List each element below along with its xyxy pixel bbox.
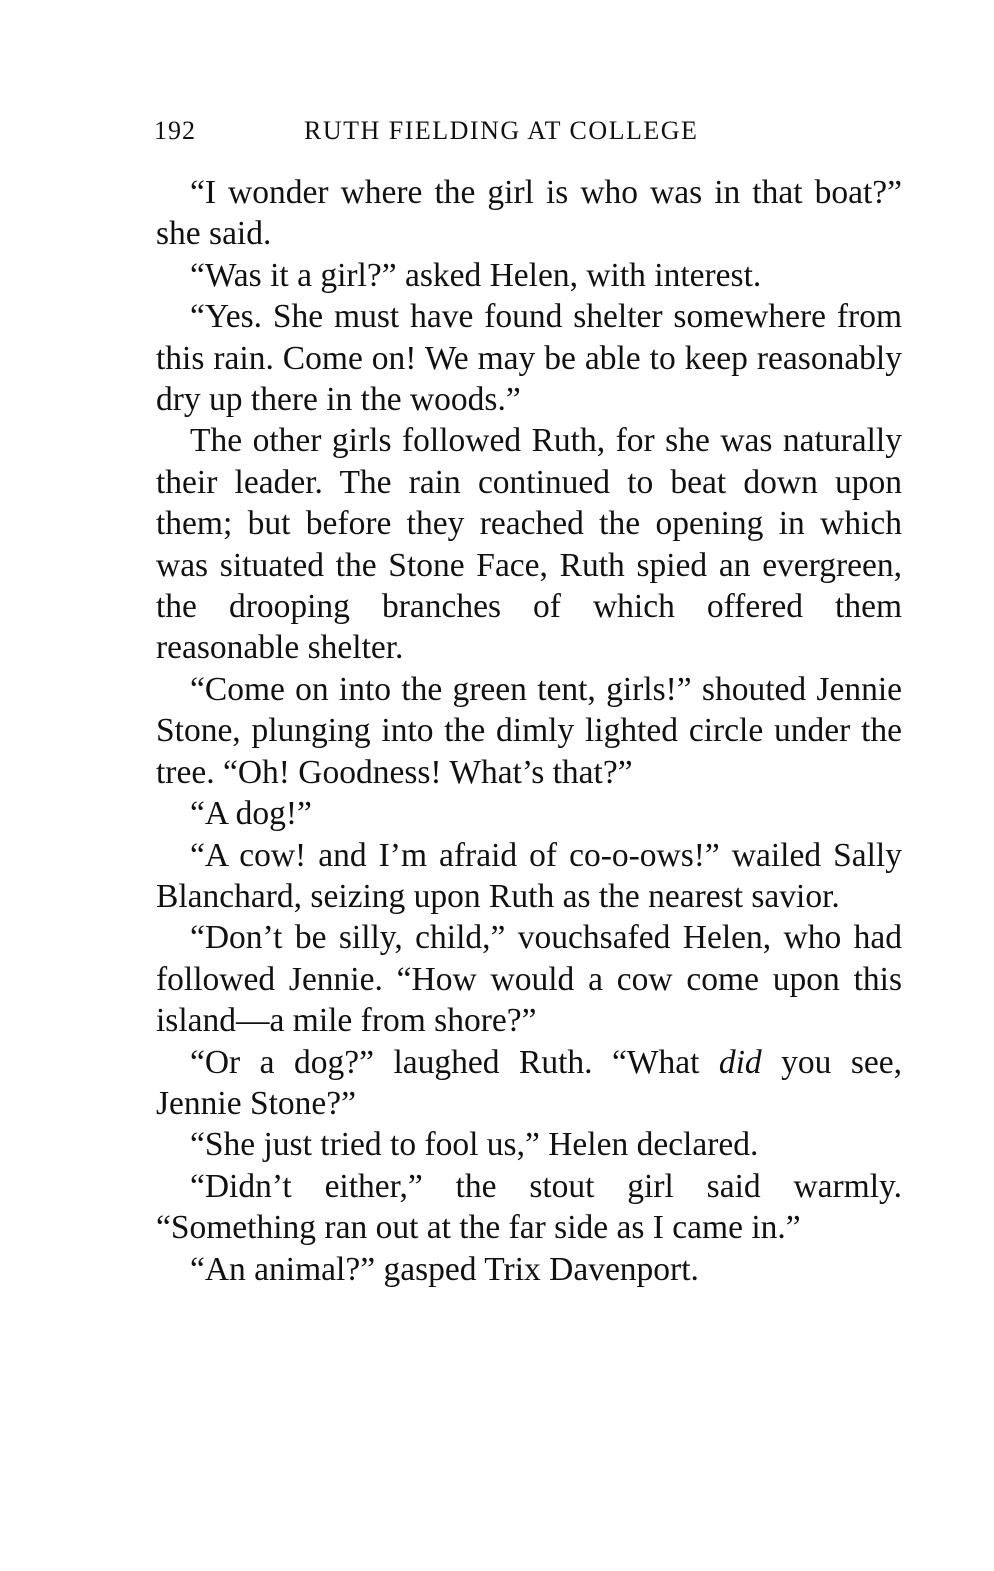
page-number: 192 (154, 116, 196, 145)
text-segment: “Or a dog?” laughed Ruth. “What (190, 1043, 719, 1081)
italic-text-segment: did (718, 1043, 762, 1081)
paragraph: “A dog!” (190, 795, 312, 833)
paragraph: “She just tried to fool us,” Helen declared. (190, 1126, 759, 1164)
paragraph (156, 1042, 902, 1125)
running-head (154, 116, 904, 152)
text-segment: you see, Jennie Stone?” (156, 1043, 903, 1122)
paragraph: “Come on into the green tent, girls!” shouted Jennie Stone, plunging into the dimly lighted circle under the tree. “Oh! Goodness! What’s that?” (156, 670, 902, 791)
paragraph: “Don’t be silly, child,” vouchsafed Helen, who had followed Jennie. “How would a cow come upon this island—a mile from shore?” (156, 919, 902, 1040)
paragraph: “Didn’t either,” the stout girl said warmly. “Something ran out at the far side as I came in.” (156, 1167, 902, 1247)
paragraph: “Was it a girl?” asked Helen, with interest. (190, 256, 762, 294)
paragraph: “An animal?” gasped Trix Davenport. (190, 1250, 699, 1288)
paragraph: “I wonder where the girl is who was in that boat?” she said. (156, 174, 902, 253)
paragraph: The other girls followed Ruth, for she was naturally their leader. The rain continued to beat down upon them; but before they reached the opening in which was situated the Stone Face, Ruth spied an evergreen, the drooping branches of which offered them reasonable shelter. (156, 422, 902, 667)
running-title: RUTH FIELDING AT COLLEGE (304, 116, 699, 145)
paragraph: “Yes. She must have found shelter somewhere from this rain. Come on! We may be able to keep reasonably dry up there in the woods.” (156, 298, 902, 419)
body-text (156, 172, 902, 1290)
paragraph: “A cow! and I’m afraid of co-o-ows!” wailed Sally Blanchard, seizing upon Ruth as the nearest savior. (156, 836, 902, 915)
